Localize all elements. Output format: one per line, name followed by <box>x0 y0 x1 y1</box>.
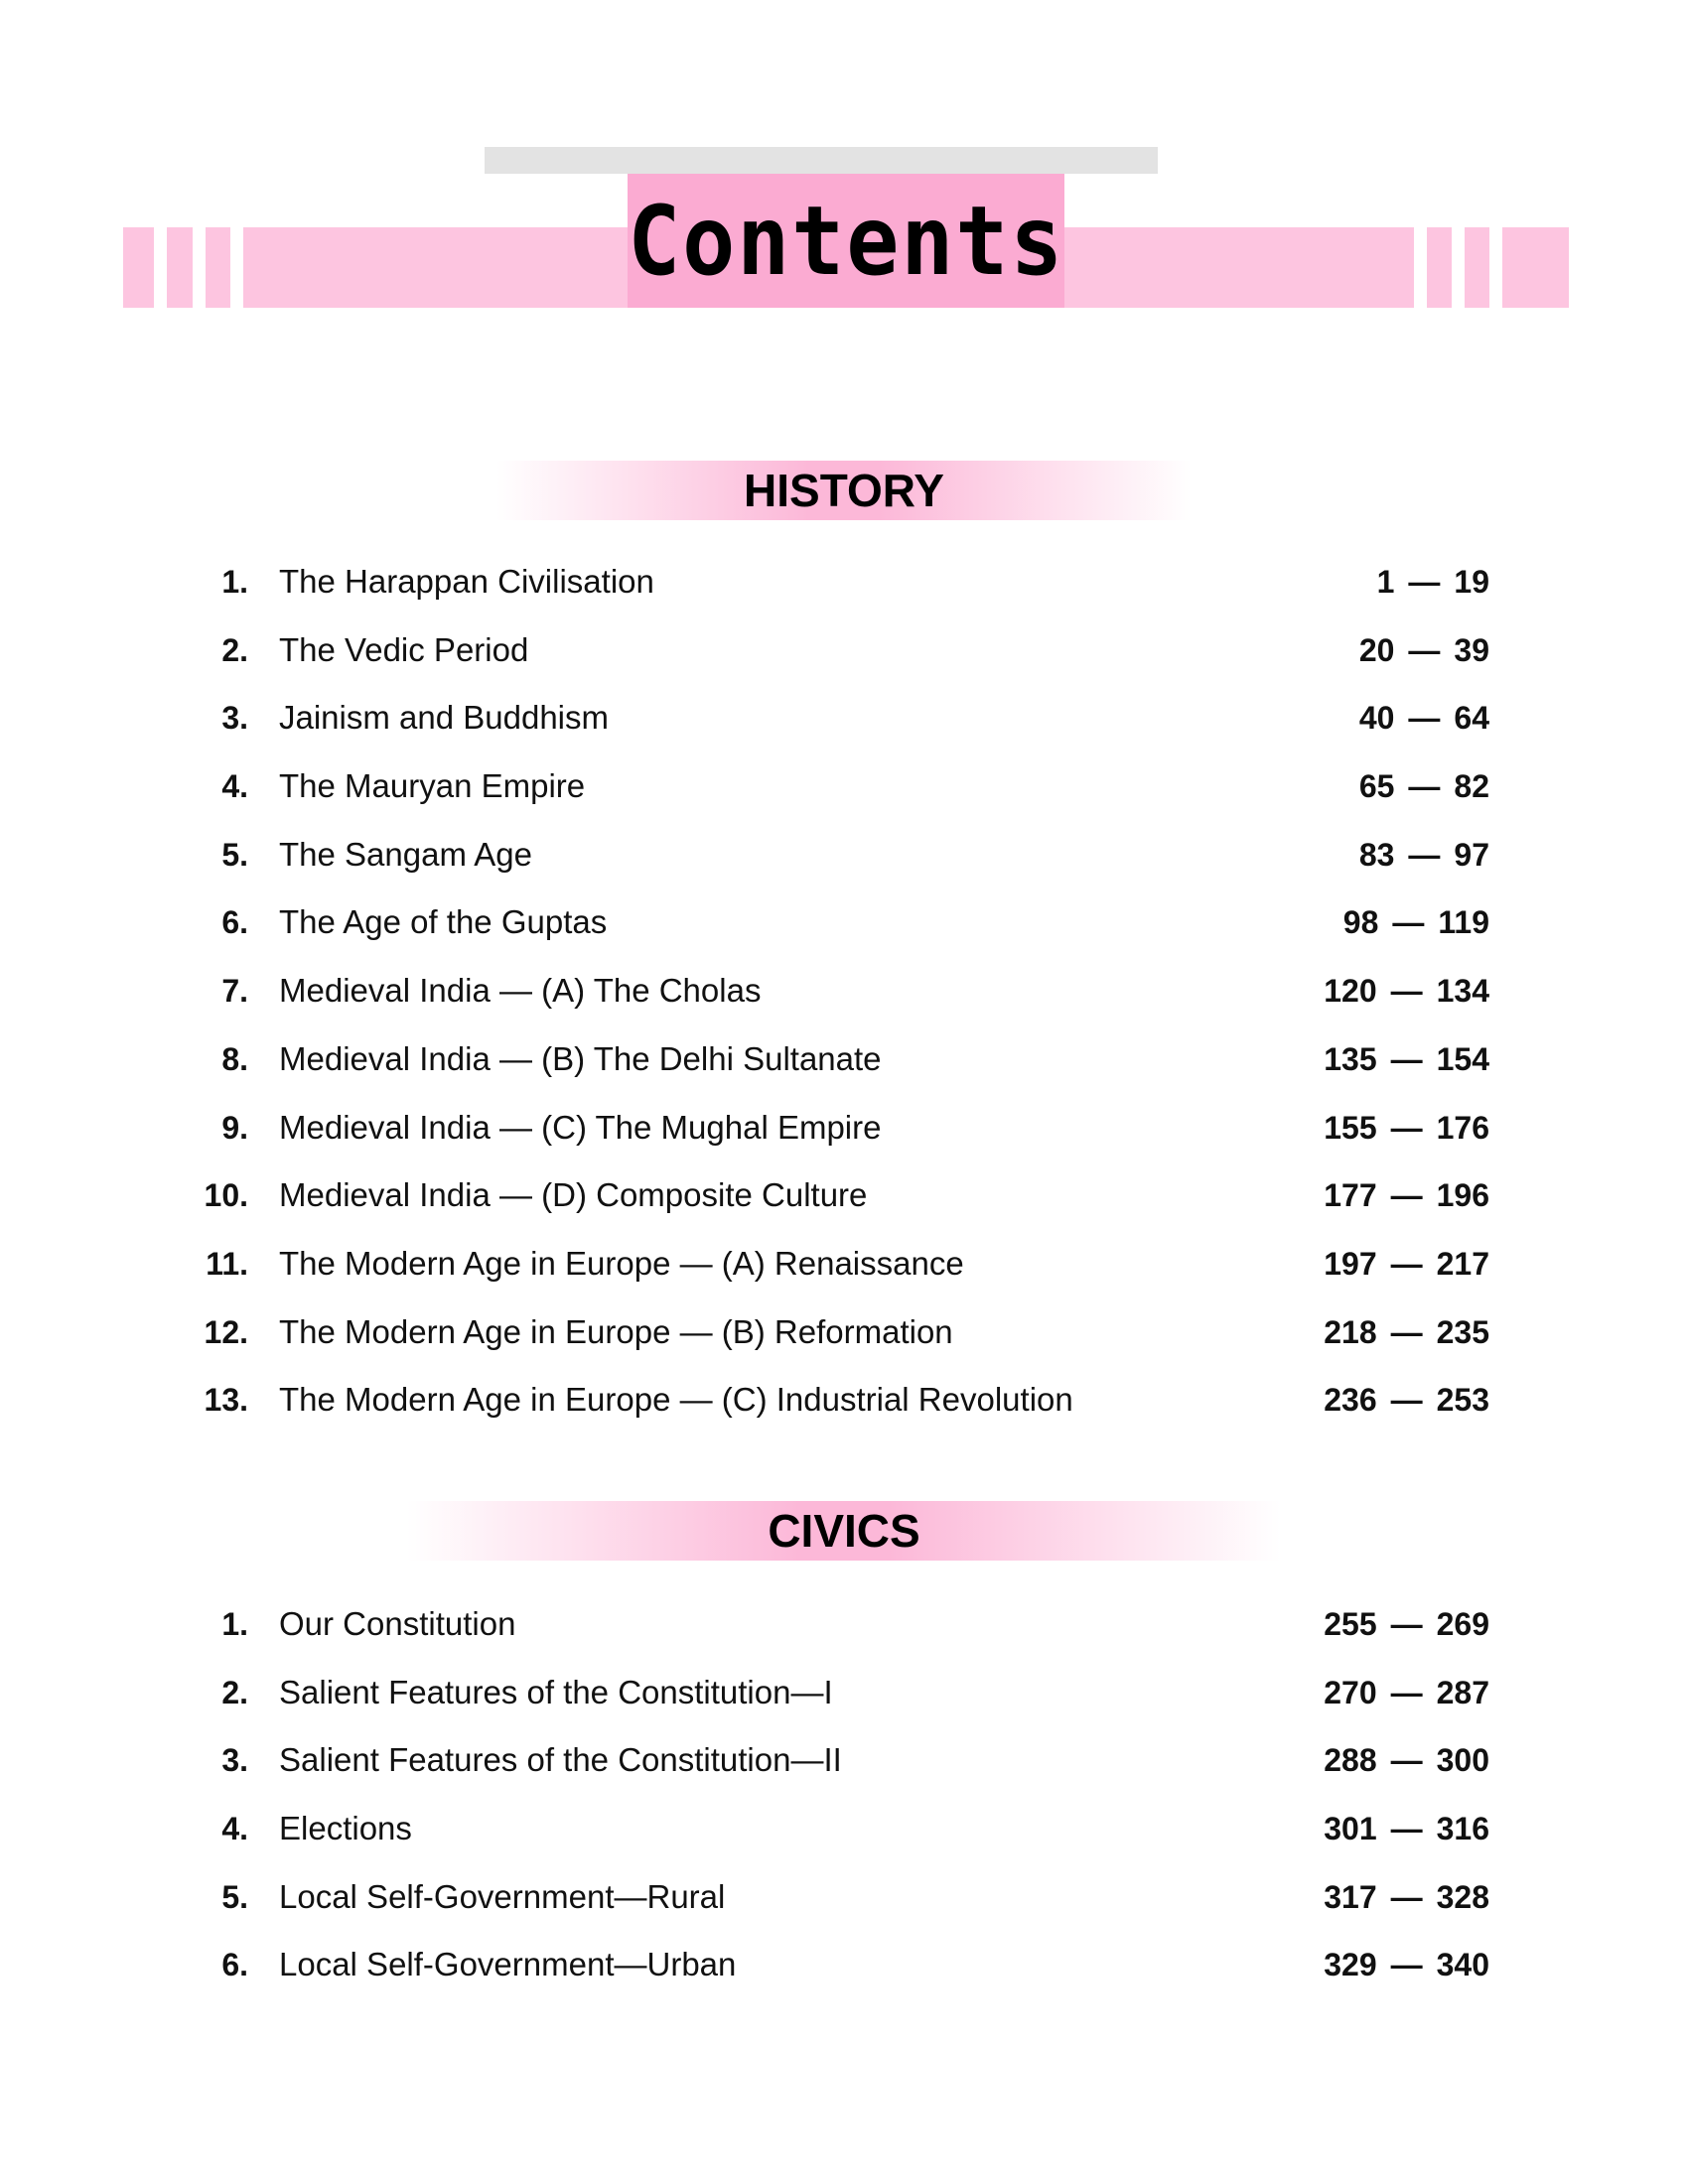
page-dash: — <box>1390 1947 1423 1983</box>
entry-page-range <box>1324 1659 1489 1726</box>
toc-entry[interactable] <box>0 1795 1688 1863</box>
entry-number: 2. <box>221 631 248 668</box>
page-start: 65 <box>1358 768 1395 805</box>
toc-entry[interactable] <box>0 1230 1688 1298</box>
page-dash: — <box>1390 1245 1423 1282</box>
entry-number: 8. <box>221 1040 248 1077</box>
page-start: 236 <box>1324 1382 1377 1419</box>
entry-page-range <box>1324 1590 1489 1658</box>
page-start: 155 <box>1324 1109 1377 1146</box>
section-heading-civics <box>407 1501 1281 1561</box>
page-dash: — <box>1408 836 1441 873</box>
entry-number: 1. <box>221 1606 248 1642</box>
page-start: 40 <box>1358 700 1395 737</box>
title-box <box>628 174 1064 308</box>
page-end: 19 <box>1454 564 1489 600</box>
page-start: 1 <box>1376 564 1395 600</box>
entry-page-range <box>1324 1094 1489 1161</box>
banner-stripe <box>154 227 167 308</box>
entry-page-range <box>1324 1795 1489 1862</box>
page-dash: — <box>1408 631 1441 668</box>
page-end: 235 <box>1436 1313 1489 1350</box>
page-start: 135 <box>1324 1040 1377 1077</box>
entry-title[interactable]: The Mauryan Empire <box>279 767 586 805</box>
page-start: 270 <box>1324 1674 1377 1710</box>
page-start: 120 <box>1324 973 1377 1010</box>
entry-title[interactable]: Elections <box>279 1810 412 1847</box>
entry-number: 13. <box>204 1382 248 1419</box>
entry-title[interactable]: The Modern Age in Europe — (C) Industrial Revolution <box>279 1381 1073 1419</box>
entry-number: 9. <box>221 1109 248 1146</box>
entry-number: 2. <box>221 1674 248 1710</box>
entry-number: 4. <box>221 768 248 805</box>
page-end: 176 <box>1436 1109 1489 1146</box>
entry-number: 4. <box>221 1811 248 1847</box>
entry-page-range <box>1324 1161 1489 1229</box>
banner-stripe <box>230 227 243 308</box>
toc-entry[interactable] <box>0 1025 1688 1094</box>
entry-number: 10. <box>204 1177 248 1214</box>
toc-entry[interactable] <box>0 1590 1688 1659</box>
entry-page-range <box>1359 684 1489 751</box>
entry-title[interactable]: Medieval India — (B) The Delhi Sultanate <box>279 1039 882 1077</box>
page-end: 328 <box>1436 1878 1489 1915</box>
entry-title[interactable]: The Vedic Period <box>279 630 529 668</box>
page-start: 255 <box>1324 1606 1377 1642</box>
page-start: 218 <box>1324 1313 1377 1350</box>
page-dash: — <box>1390 1674 1423 1710</box>
toc-entry[interactable] <box>0 1366 1688 1434</box>
entry-title[interactable]: Local Self-Government—Rural <box>279 1877 726 1915</box>
toc-entry[interactable] <box>0 888 1688 957</box>
page-end: 134 <box>1436 973 1489 1010</box>
toc-entry[interactable] <box>0 821 1688 889</box>
civics-toc-list <box>0 1590 1688 1999</box>
toc-entry[interactable] <box>0 1726 1688 1795</box>
page-dash: — <box>1390 1742 1423 1779</box>
entry-title[interactable]: Medieval India — (D) Composite Culture <box>279 1176 868 1214</box>
banner-stripe <box>1452 227 1465 308</box>
entry-page-range <box>1343 888 1489 956</box>
entry-number: 5. <box>221 1878 248 1915</box>
toc-entry[interactable] <box>0 1094 1688 1162</box>
page-end: 82 <box>1454 768 1489 805</box>
section-heading-text: CIVICS <box>768 1505 920 1557</box>
toc-entry[interactable] <box>0 1659 1688 1727</box>
page-end: 269 <box>1436 1606 1489 1642</box>
entry-number: 5. <box>221 836 248 873</box>
toc-entry[interactable] <box>0 548 1688 616</box>
page-start: 329 <box>1324 1947 1377 1983</box>
section-heading-text: HISTORY <box>744 465 944 516</box>
page-dash: — <box>1390 1382 1423 1419</box>
page-end: 253 <box>1436 1382 1489 1419</box>
contents-banner <box>0 0 1688 318</box>
entry-title[interactable]: The Modern Age in Europe — (B) Reformation <box>279 1312 953 1350</box>
entry-title[interactable]: The Harappan Civilisation <box>279 563 654 600</box>
page-dash: — <box>1390 1811 1423 1847</box>
page-title: Contents <box>627 185 1065 297</box>
page-end: 217 <box>1436 1245 1489 1282</box>
entry-number: 6. <box>221 904 248 941</box>
toc-entry[interactable] <box>0 752 1688 821</box>
entry-title[interactable]: Our Constitution <box>279 1605 516 1642</box>
entry-number: 11. <box>206 1245 248 1282</box>
page-dash: — <box>1390 1313 1423 1350</box>
page-dash: — <box>1392 904 1425 941</box>
entry-page-range <box>1359 821 1489 888</box>
page-dash: — <box>1390 1109 1423 1146</box>
banner-stripe <box>193 227 206 308</box>
entry-title[interactable]: Local Self-Government—Urban <box>279 1946 737 1983</box>
page-start: 288 <box>1324 1742 1377 1779</box>
page-start: 98 <box>1342 904 1379 941</box>
entry-number: 12. <box>204 1313 248 1350</box>
page-dash: — <box>1390 1040 1423 1077</box>
entry-title[interactable]: Salient Features of the Constitution—I <box>279 1673 833 1710</box>
toc-entry[interactable] <box>0 684 1688 752</box>
page-dash: — <box>1408 564 1441 600</box>
page-end: 340 <box>1436 1947 1489 1983</box>
toc-entry[interactable] <box>0 1931 1688 1999</box>
banner-stripe <box>1414 227 1427 308</box>
page-dash: — <box>1408 768 1441 805</box>
entry-page-range <box>1324 1931 1489 1998</box>
banner-stripe <box>1489 227 1502 308</box>
page-dash: — <box>1390 1606 1423 1642</box>
entry-page-range <box>1324 1366 1489 1433</box>
entry-page-range <box>1324 1025 1489 1093</box>
entry-title[interactable]: Jainism and Buddhism <box>279 699 609 737</box>
entry-number: 3. <box>221 1742 248 1779</box>
toc-entry[interactable] <box>0 957 1688 1025</box>
page-end: 154 <box>1436 1040 1489 1077</box>
page-end: 300 <box>1436 1742 1489 1779</box>
page-end: 196 <box>1436 1177 1489 1214</box>
entry-title[interactable]: Salient Features of the Constitution—II <box>279 1741 842 1779</box>
page-start: 197 <box>1324 1245 1377 1282</box>
history-toc-list <box>0 548 1688 1434</box>
entry-number: 1. <box>221 564 248 600</box>
page-start: 83 <box>1358 836 1395 873</box>
page-dash: — <box>1390 1878 1423 1915</box>
entry-page-range <box>1324 957 1489 1024</box>
entry-title[interactable]: The Sangam Age <box>279 835 533 873</box>
entry-title[interactable]: The Modern Age in Europe — (A) Renaissance <box>279 1244 964 1282</box>
entry-page-range <box>1324 1230 1489 1297</box>
entry-page-range <box>1324 1726 1489 1794</box>
entry-title[interactable]: Medieval India — (A) The Cholas <box>279 972 762 1010</box>
toc-entry[interactable] <box>0 1298 1688 1367</box>
entry-page-range <box>1359 616 1489 684</box>
entry-page-range <box>1359 752 1489 820</box>
page-dash: — <box>1408 700 1441 737</box>
entry-title[interactable]: Medieval India — (C) The Mughal Empire <box>279 1108 882 1146</box>
page-dash: — <box>1390 973 1423 1010</box>
page-end: 287 <box>1436 1674 1489 1710</box>
page-start: 317 <box>1324 1878 1377 1915</box>
toc-entry[interactable] <box>0 1161 1688 1230</box>
page-start: 301 <box>1324 1811 1377 1847</box>
entry-title[interactable]: The Age of the Guptas <box>279 903 608 941</box>
banner-gray-bar <box>485 147 1158 174</box>
toc-entry[interactable] <box>0 616 1688 685</box>
page-dash: — <box>1390 1177 1423 1214</box>
entry-page-range <box>1324 1298 1489 1366</box>
section-heading-history <box>496 461 1192 520</box>
entry-number: 7. <box>221 973 248 1010</box>
page-end: 119 <box>1438 904 1489 941</box>
page-start: 20 <box>1358 631 1395 668</box>
entry-number: 3. <box>221 700 248 737</box>
page-start: 177 <box>1324 1177 1377 1214</box>
page-end: 97 <box>1454 836 1489 873</box>
entry-number: 6. <box>221 1947 248 1983</box>
entry-page-range <box>1377 548 1489 615</box>
page-end: 64 <box>1454 700 1489 737</box>
entry-page-range <box>1324 1863 1489 1931</box>
page-end: 316 <box>1436 1811 1489 1847</box>
page-end: 39 <box>1454 631 1489 668</box>
toc-entry[interactable] <box>0 1863 1688 1932</box>
